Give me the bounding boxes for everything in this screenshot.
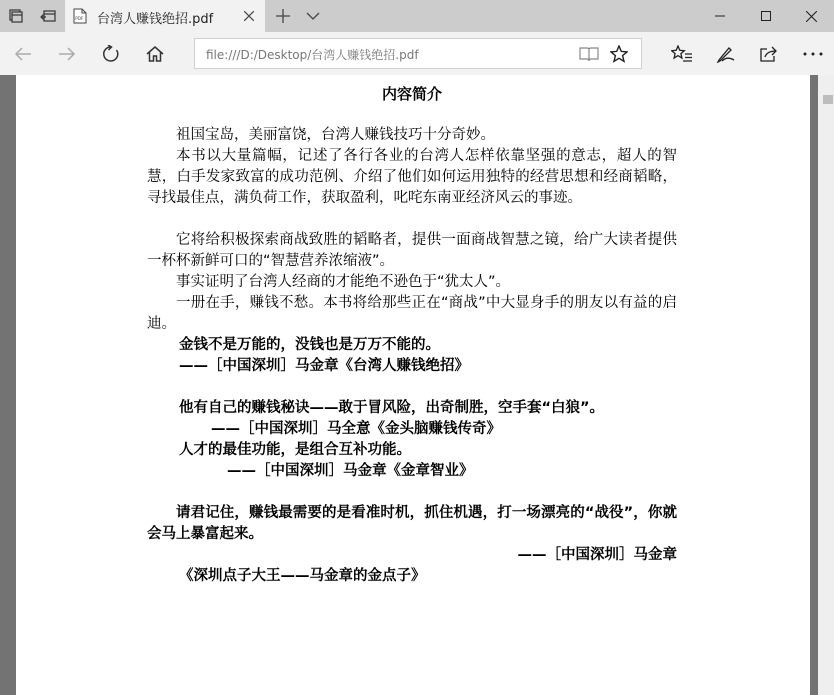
quote-3-source: ——［中国深圳］马金章《金章智业》 (227, 463, 474, 479)
close-icon (806, 11, 817, 22)
forward-button[interactable] (50, 38, 84, 70)
refresh-button[interactable] (94, 38, 128, 70)
maximize-button[interactable] (743, 0, 789, 32)
refresh-icon (102, 45, 120, 63)
pen-icon (716, 45, 736, 63)
page-title: 内容简介 (381, 85, 442, 103)
paragraph-intro: 祖国宝岛，美丽富饶，台湾人赚钱技巧十分奇妙。 (176, 127, 495, 143)
paragraph-closing: 一册在手，赚钱不愁。本书将给那些正在“商战”中大显身手的朋友以有益的启迪。 (147, 295, 677, 332)
quote-1-source: ——［中国深圳］马金章《台湾人赚钱绝招》 (179, 358, 469, 374)
back-arrow-icon (14, 46, 32, 62)
back-button[interactable] (6, 38, 40, 70)
add-favorite-button[interactable] (607, 43, 631, 65)
quote-4-source: ——［中国深圳］马金章 (517, 547, 677, 563)
tab-actions-icon (9, 9, 23, 23)
quote-1: 金钱不是万能的，没钱也是万万不能的。 (179, 337, 440, 353)
pdf-page (16, 75, 810, 695)
favorite-star-icon (610, 45, 628, 63)
address-text[interactable]: file:///D:/Desktop/台湾人赚钱绝招.pdf (206, 48, 419, 62)
more-button[interactable] (796, 38, 830, 70)
address-bar[interactable] (194, 38, 642, 69)
svg-text:PDF: PDF (75, 16, 84, 21)
reading-view-icon (579, 46, 599, 62)
tab-actions-button[interactable] (0, 0, 32, 32)
set-aside-icon (40, 9, 56, 23)
close-icon (244, 11, 254, 21)
paragraph-fact: 事实证明了台湾人经商的才能绝不逊色于“犹太人”。 (176, 274, 511, 290)
scrollbar-thumb[interactable] (823, 95, 833, 104)
set-tabs-aside-button[interactable] (32, 0, 64, 32)
quote-2: 他有自己的赚钱秘诀——敢于冒风险，出奇制胜，空手套“白狼”。 (179, 400, 605, 416)
paragraph-purpose: 它将给积极探索商战致胜的韬略者，提供一面商战智慧之镜，给广大读者提供一杯杯新鲜可口的“智慧营养浓缩液”。 (147, 232, 677, 269)
home-icon (146, 45, 164, 63)
navigation-bar (0, 32, 834, 75)
home-button[interactable] (138, 38, 172, 70)
minimize-icon (715, 11, 725, 21)
pdf-icon (73, 8, 87, 24)
favorites-hub-icon (671, 45, 693, 63)
maximize-icon (761, 11, 771, 21)
share-icon (759, 45, 779, 63)
pdf-viewer[interactable] (0, 75, 834, 695)
chevron-down-icon (306, 12, 320, 20)
tab-pdf[interactable] (65, 0, 265, 32)
vertical-scrollbar[interactable] (818, 75, 834, 695)
new-tab-button[interactable] (268, 0, 298, 32)
title-bar (0, 0, 834, 32)
tab-preview-button[interactable] (298, 0, 328, 32)
web-note-button[interactable] (709, 38, 743, 70)
tab-title: 台湾人赚钱绝招.pdf (97, 12, 214, 27)
window-close-button[interactable] (788, 0, 834, 32)
reading-view-button[interactable] (577, 43, 601, 65)
plus-icon (276, 9, 290, 23)
more-icon (803, 52, 823, 56)
favorites-hub-button[interactable] (665, 38, 699, 70)
quote-2-source: ——［中国深圳］马全意《金头脑赚钱传奇》 (211, 421, 501, 437)
paragraph-summary: 本书以大量篇幅，记述了各行各业的台湾人怎样依靠坚强的意志，超人的智慧，白手发家致富的成功范例、介绍了他们如何运用独特的经营思想和经商韬略，寻找最佳点，满负荷工作，获取盈利，叱咤东南亚经济风云的事迹。 (147, 148, 677, 206)
minimize-button[interactable] (697, 0, 743, 32)
quote-4-book: 《深圳点子大王——马金章的金点子》 (179, 568, 426, 584)
quote-3: 人才的最佳功能，是组合互补功能。 (179, 442, 411, 458)
quote-4: 请君记住，赚钱最需要的是看准时机，抓住机遇，打一场漂亮的“战役”，你就会马上暴富起来。 (147, 505, 677, 542)
share-button[interactable] (752, 38, 786, 70)
tab-close-button[interactable] (239, 6, 259, 26)
forward-arrow-icon (58, 46, 76, 62)
